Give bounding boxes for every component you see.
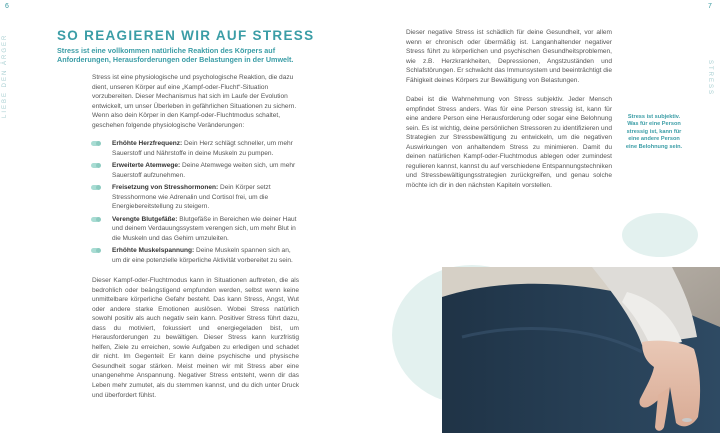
- list-item: Verengte Blutgefäße: Blutgefäße in Bereichen wie deiner Haut und deinem Verdauungssystem verengen sich, um mehr Blut in die Muskeln und das Gehirn umzuleiten.: [112, 215, 299, 244]
- bullet-icon: [91, 163, 99, 168]
- blob-right: [622, 213, 698, 257]
- margin-note: Stress ist subjektiv. Was für eine Person stressig ist, kann für eine andere Person eine Belohnung sein.: [625, 114, 683, 150]
- paragraph-negative-stress: Dieser negative Stress ist schädlich für deine Gesundheit, vor allem wenn er chronisch oder übermäßig ist. Langanhaltender negativer Stress führt zu körperlichen und psychischen Gesundheitsproblemen, wie z.B. Herzkrankheiten, Depressionen, Angstzuständen und Schlafstörungen. Er schwächt das Immunsystem und beeinträchtigt die Fähigkeit deines Körpers zur Bewältigung von Belastungen.: [406, 29, 612, 84]
- stress-reaction-list: [112, 139, 299, 269]
- bullet-icon: [91, 185, 99, 190]
- list-item: Erweiterte Atemwege: Deine Atemwege weiten sich, um mehr Sauerstoff aufzunehmen.: [112, 161, 299, 180]
- closing-paragraph: Dieser Kampf-oder-Fluchtmodus kann in Situationen auftreten, die als bedrohlich oder beängstigend empfunden werden, selbst wenn keine unmittelbare körperliche Gefahr besteht. Das kann Stress, Angst, Wut oder andere starke Emotionen auslösen. Wobei Stress natürlich sowohl positiv als auch negativ sein kann. Positiver Stress führt dazu, dass du motiviert, fokussiert und energiegeladen bist, um Herausforderungen zu bewältigen. Dieser Stress kann kurzfristig helfen, Ziele zu erreichen, sowie Aufgaben zu erledigen und schadet dir nicht. Im Gegenteil: Er kann deine psychische und physische Gesundheit sogar stärken. Meist meinen wir mit Stress aber eine unangenehme Anspannung. Negativer Stress entsteht, wenn dir das Leben mehr zumutet, als du stemmen kannst, und du dich unter Druck und überfordert fühlst.: [92, 277, 299, 399]
- list-item: Freisetzung von Stresshormonen: Dein Körper setzt Stresshormone wie Adrenalin und Cortisol frei, um die Energiebereitstellung zu steigern.: [112, 183, 299, 212]
- bullet-icon: [91, 248, 99, 253]
- list-item: Erhöhte Muskelspannung: Deine Muskeln spannen sich an, um dir eine potenzielle körperliche Aktivität vorbereitet zu sein.: [112, 246, 299, 265]
- photo-hand-on-knee: [442, 267, 720, 433]
- bullet-icon: [91, 141, 99, 146]
- running-head-left: LIEBE DEN ÄRGER: [2, 33, 8, 118]
- paragraph-perception: Dabei ist die Wahrnehmung von Stress subjektiv. Jeder Mensch empfindet Stress anders. Was für eine Person stressig ist, kann für eine andere Person eine Herausforderung oder sogar eine Belohnung sein. Es ist wichtig, deine persönlichen Stressoren zu identifizieren und Strategien zur Stressbewältigung zu entwickeln, um die negativen Auswirkungen von anhaltendem Stress zu minimieren. Damit du deinen natürlichen Kampf-oder-Fluchtmodus ablegen oder zumindest regulieren kannst, kannst du auf verschiedene Entspannungstechniken und Stressbewältigungsstrategien zurückgreifen, und genau solche möchte ich dir in den nächsten Kapiteln vorstellen.: [406, 96, 612, 189]
- intro-paragraph: Stress ist eine physiologische und psychologische Reaktion, die dazu dient, unseren Körper auf eine „Kampf-oder-Flucht“-Situation vorzubereiten. Dieser Mechanismus hat sich im Laufe der Evolution entwickelt, um unser Überleben in gefährlichen Situationen zu sichern. Wenn also dein Körper in den Kampf-oder-Fluchtmodus schaltet, geschehen folgende physiologische Veränderungen:: [92, 74, 297, 129]
- photo-illustration: [442, 267, 720, 433]
- page-number-right: 7: [708, 3, 712, 10]
- list-item: Erhöhte Herzfrequenz: Dein Herz schlägt schneller, um mehr Sauerstoff und Nährstoffe in deine Muskeln zu pumpen.: [112, 139, 299, 158]
- bullet-icon: [91, 217, 99, 222]
- running-head-right: STRESS: [707, 60, 713, 97]
- lead-text: Stress ist eine vollkommen natürliche Reaktion des Körpers auf Anforderungen, Herausforderungen oder Belastungen in der Umwelt.: [57, 46, 294, 65]
- page-title: SO REAGIEREN WIR AUF STRESS: [57, 28, 315, 43]
- page-number-left: 6: [5, 3, 9, 10]
